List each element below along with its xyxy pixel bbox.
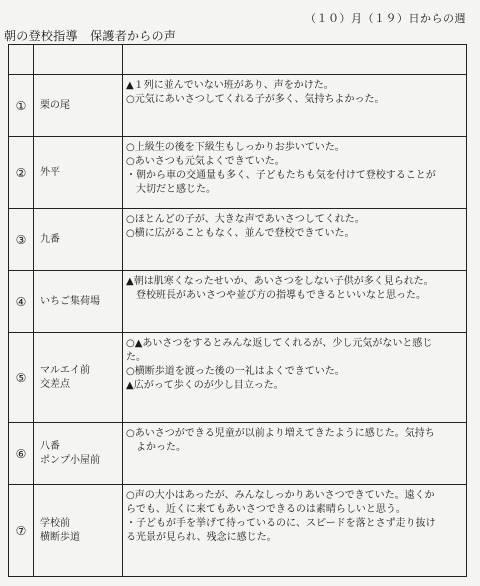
location-line: ポンプ小屋前 [40, 454, 100, 466]
row-comments [123, 137, 467, 208]
comment-line: らでも、近くに来てもあいさつできるのは素晴らしいと思う。 [126, 504, 406, 515]
table-row [9, 485, 467, 577]
location-line: 交差点 [40, 378, 70, 390]
location-line: マルエイ前 [40, 364, 90, 376]
header-cell-num [9, 45, 34, 74]
comment-line: ○元気にあいさつしてくれる子が多く、気持ちよかった。 [126, 94, 385, 105]
header-cell-location [34, 45, 123, 74]
row-location [34, 423, 123, 484]
location-line: 栗の尾 [40, 99, 70, 111]
location-line: 八番 [40, 440, 60, 452]
comment-line: ▲朝は肌寒くなったせいか、あいさつをしない子供が多く見られた。 [126, 276, 434, 287]
week-header: （１０）月（１９）日からの週 [305, 12, 466, 25]
table-row [9, 333, 467, 423]
row-number: ③ [9, 209, 34, 270]
row-comments [123, 271, 467, 332]
comment-line: ○横に広がることもなく、並んで登校できていた。 [126, 228, 355, 239]
row-location [34, 75, 123, 136]
table-row [9, 137, 467, 209]
table-header-row [9, 45, 467, 75]
comment-line: 大切だと感じた。 [126, 184, 216, 195]
comment-line: ▲広がって歩くのが少し目立った。 [126, 380, 284, 391]
row-number: ① [9, 75, 34, 136]
comment-line: ○横断歩道を渡った後の一礼はよくできていた。 [126, 366, 345, 377]
comment-line: 登校班長があいさつや並び方の指導もできるといいなと思った。 [126, 290, 426, 301]
feedback-table [8, 44, 467, 577]
comment-line: ○▲あいさつをするとみんな返してくれるが、少し元気がないと感じ [126, 338, 433, 349]
table-row [9, 75, 467, 137]
row-number: ② [9, 137, 34, 208]
comment-line: ・朝から車の交通量も多く、子どもたちも気を付けて登校することが [126, 170, 436, 181]
comment-line: ▲１列に並んでいない班があり、声をかけた。 [126, 80, 334, 91]
location-line: 九番 [40, 233, 60, 245]
comment-line: ○あいさつができる児童が以前より増えてきたように感じた。気持ち [126, 428, 435, 439]
location-line: 外平 [40, 166, 60, 178]
header-cell-comments [123, 45, 467, 74]
comment-line: ○ほとんどの子が、大きな声であいさつしてくれた。 [126, 214, 365, 225]
row-comments [123, 485, 467, 576]
comment-line: ○あいさつも元気よくできていた。 [126, 156, 285, 167]
comment-line: た。 [126, 352, 146, 363]
row-number: ⑦ [9, 485, 34, 576]
location-line: 学校前 [40, 517, 70, 529]
document-title: 朝の登校指導 保護者からの声 [4, 29, 177, 43]
table-row [9, 271, 467, 333]
location-line: いちご集荷場 [40, 295, 100, 307]
row-number: ⑤ [9, 333, 34, 422]
row-location [34, 485, 123, 576]
comment-line: る光景が見られ、残念に感じた。 [126, 532, 277, 543]
row-number: ④ [9, 271, 34, 332]
row-number: ⑥ [9, 423, 34, 484]
comment-line: ○上級生の後を下級生もしっかりお歩いていた。 [126, 142, 345, 153]
row-comments [123, 209, 467, 270]
table-row [9, 209, 467, 271]
location-line: 横断歩道 [40, 531, 80, 543]
row-comments [123, 333, 467, 422]
row-location [34, 333, 123, 422]
table-row [9, 423, 467, 485]
comment-line: よかった。 [126, 442, 186, 453]
row-location [34, 209, 123, 270]
row-comments [123, 75, 467, 136]
row-location [34, 137, 123, 208]
row-comments [123, 423, 467, 484]
row-location [34, 271, 123, 332]
comment-line: ・子どもが手を挙げて待っているのに、スピードを落とさず走り抜け [126, 518, 436, 529]
comment-line: ○声の大小はあったが、みんなしっかりあいさつできていた。遠くか [126, 490, 435, 501]
